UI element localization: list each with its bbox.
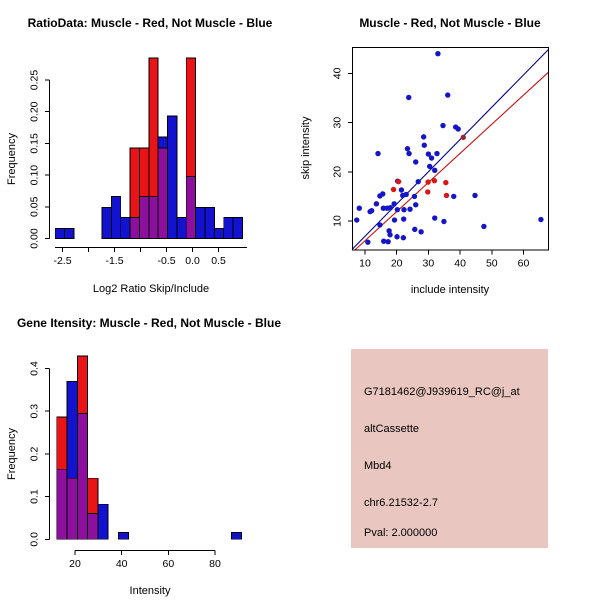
svg-text:20: 20 <box>69 558 81 570</box>
svg-text:-2.5: -2.5 <box>53 255 72 267</box>
svg-text:0.3: 0.3 <box>28 403 41 419</box>
gene-name-text: Mbd4 <box>364 460 392 472</box>
svg-text:0.5: 0.5 <box>211 255 226 267</box>
scatter-axes <box>332 48 549 270</box>
ratio-histogram-xlabel: Log2 Ratio Skip/Include <box>92 283 210 295</box>
ratio-histogram-bars <box>55 58 242 239</box>
svg-text:0.0: 0.0 <box>28 531 41 547</box>
svg-text:50: 50 <box>485 257 498 270</box>
locus-text: chr6.21532-2.7 <box>364 497 438 509</box>
scatter-title: Muscle - Red, Not Muscle - Blue <box>359 16 541 30</box>
svg-text:0.4: 0.4 <box>28 361 41 376</box>
svg-text:60: 60 <box>517 257 530 270</box>
info-panel-background <box>351 349 548 548</box>
svg-text:-1.5: -1.5 <box>105 255 124 267</box>
panel-gene-intensity-histogram <box>6 316 281 597</box>
svg-text:30: 30 <box>422 257 435 270</box>
svg-text:60: 60 <box>162 558 175 570</box>
ratio-histogram-title: RatioData: Muscle - Red, Not Muscle - Blue <box>27 16 273 30</box>
gene-histogram-ylabel: Frequency <box>6 428 18 480</box>
gene-histogram-title: Gene Itensity: Muscle - Red, Not Muscle - Blue <box>16 316 282 330</box>
svg-text:40: 40 <box>454 257 466 270</box>
svg-text:0.2: 0.2 <box>28 446 41 462</box>
svg-text:0.20: 0.20 <box>28 101 41 122</box>
svg-text:0.00: 0.00 <box>28 228 41 249</box>
probe-id-text: G7181462@J939619_RC@j_at <box>364 386 520 398</box>
gene-histogram-xlabel: Intensity <box>129 585 171 597</box>
splice-event-type-text: altCassette <box>364 423 420 435</box>
ratio-histogram-ylabel: Frequency <box>6 133 18 185</box>
svg-text:0.05: 0.05 <box>28 196 41 218</box>
pval-text: Pval: 2.000000 <box>364 527 438 539</box>
svg-text:0.0: 0.0 <box>185 255 200 267</box>
panel-gene-info <box>351 349 548 548</box>
svg-text:20: 20 <box>331 165 344 178</box>
svg-text:30: 30 <box>331 116 344 129</box>
svg-text:-0.5: -0.5 <box>157 255 176 267</box>
svg-text:10: 10 <box>331 215 344 227</box>
scatter-points <box>354 51 544 245</box>
svg-text:0.1: 0.1 <box>28 489 41 504</box>
gene-histogram-bars <box>57 356 242 539</box>
scatter-ylabel: skip intensity <box>300 116 312 180</box>
scatter-xlabel: include intensity <box>410 284 490 296</box>
scatter-fit-lines <box>352 50 548 250</box>
svg-text:0.10: 0.10 <box>28 164 41 186</box>
svg-text:20: 20 <box>390 257 403 270</box>
svg-text:10: 10 <box>359 257 371 270</box>
panel-intensity-scatter <box>300 16 549 296</box>
svg-text:40: 40 <box>331 67 344 80</box>
svg-text:40: 40 <box>115 558 128 570</box>
panel-ratio-histogram <box>6 16 273 295</box>
svg-text:80: 80 <box>209 558 221 570</box>
svg-text:0.25: 0.25 <box>28 69 41 91</box>
svg-text:0.15: 0.15 <box>28 133 41 154</box>
